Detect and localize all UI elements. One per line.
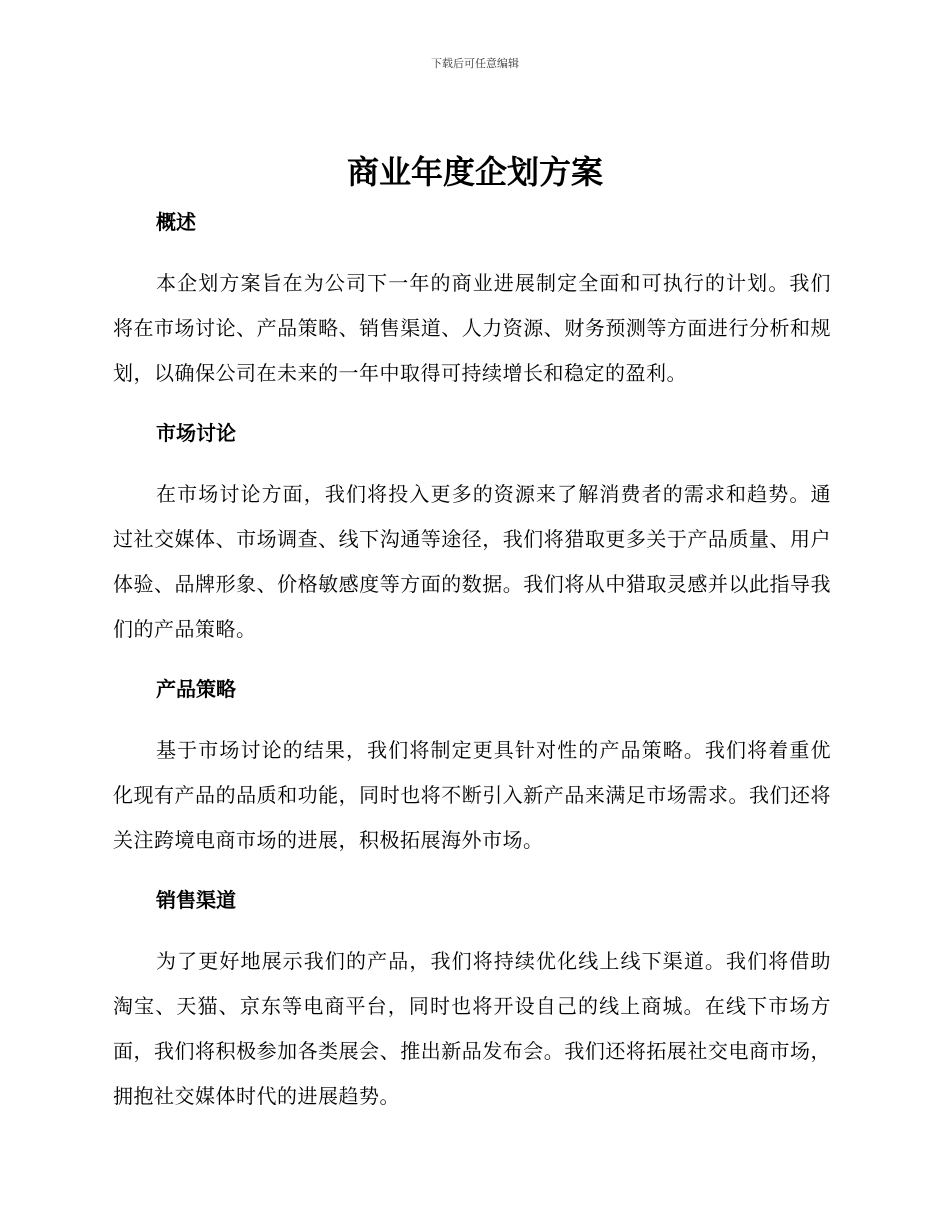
section-body-product-strategy: 基于市场讨论的结果，我们将制定更具针对性的产品策略。我们将着重优化现有产品的品质和功能，同时也将不断引入新产品来满足市场需求。我们还将关注跨境电商市场的进展，积极拓展海外市场。 [113, 738, 831, 852]
section-heading-sales-channels: 销售渠道 [156, 888, 236, 912]
section-body-sales-channels: 为了更好地展示我们的产品，我们将持续优化线上线下渠道。我们将借助淘宝、天猫、京东等电商平台，同时也将开设自己的线上商城。在线下市场方面，我们将积极参加各类展会、推出新品发布会。我们还将拓展社交电商市场，拥抱社交媒体时代的进展趋势。 [113, 949, 831, 1108]
section-heading-market-research: 市场讨论 [156, 421, 236, 445]
document-body [113, 205, 831, 1119]
section-heading-overview: 概述 [156, 210, 196, 234]
section-heading-product-strategy: 产品策略 [156, 677, 236, 701]
section-body-market-research: 在市场讨论方面，我们将投入更多的资源来了解消费者的需求和趋势。通过社交媒体、市场调查、线下沟通等途径，我们将猎取更多关于产品质量、用户体验、品牌形象、价格敏感度等方面的数据。我们将从中猎取灵感并以此指导我们的产品策略。 [113, 482, 831, 641]
header-note: 下载后可任意编辑 [431, 57, 519, 70]
document-title: 商业年度企划方案 [346, 153, 603, 191]
section-body-overview: 本企划方案旨在为公司下一年的商业进展制定全面和可执行的计划。我们将在市场讨论、产品策略、销售渠道、人力资源、财务预测等方面进行分析和规划，以确保公司在未来的一年中取得可持续增长和稳定的盈利。 [113, 271, 831, 385]
